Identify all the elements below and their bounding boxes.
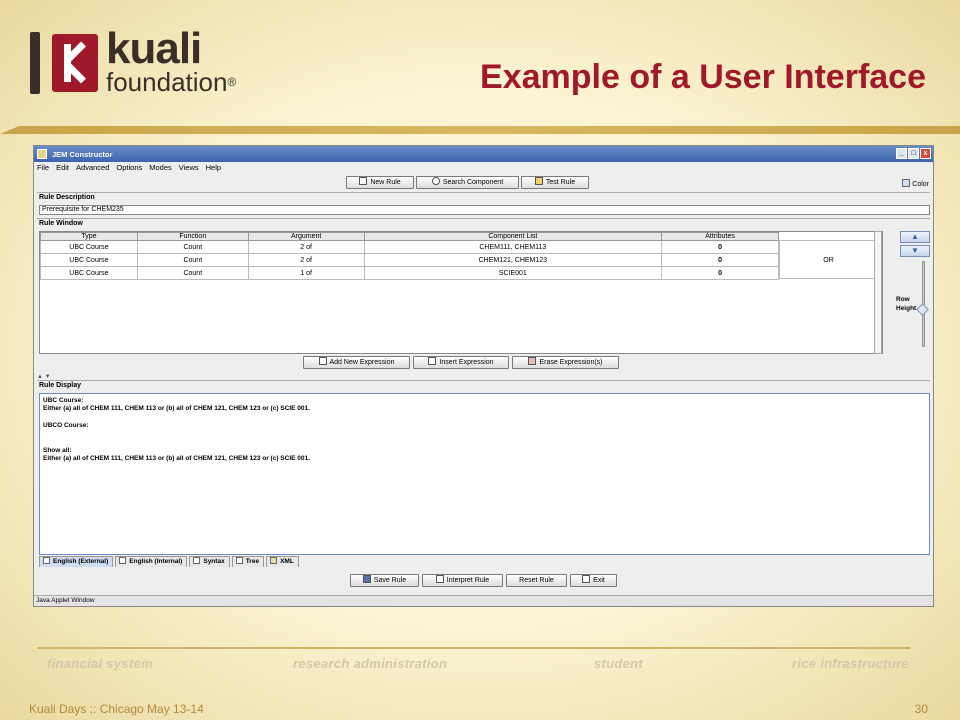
- menu-modes[interactable]: Modes: [149, 163, 172, 172]
- search-icon: [432, 177, 440, 185]
- color-checkbox[interactable]: Color: [902, 179, 929, 188]
- page-number: 30: [914, 702, 928, 716]
- footer-event-text: Kuali Days :: Chicago May 13-14: [29, 702, 204, 716]
- rule-display-line: UBC Course:: [43, 397, 84, 404]
- expression-toolbar: [34, 356, 933, 372]
- slide-title: Example of a User Interface: [480, 58, 926, 96]
- document-icon: [119, 557, 126, 564]
- rule-display-line: Either (a) all of CHEM 111, CHEM 113 or (b) all of CHEM 121, CHEM 123 or (c) SCIE 001.: [43, 405, 310, 413]
- menu-file[interactable]: File: [37, 163, 50, 172]
- cell-type: UBC Course: [41, 254, 138, 267]
- new-rule-button[interactable]: New Rule: [346, 176, 414, 189]
- column-header-component-list[interactable]: Component List: [364, 233, 662, 241]
- footer-divider: [37, 647, 910, 649]
- rule-display-line: Show all:: [43, 446, 72, 454]
- header-divider: [0, 126, 960, 134]
- table-row[interactable]: [41, 241, 779, 254]
- save-rule-button[interactable]: Save Rule: [350, 574, 419, 587]
- minimize-button[interactable]: _: [896, 148, 907, 159]
- cell-attributes: 0: [662, 267, 779, 280]
- erase-expression-button[interactable]: Erase Expression(s): [512, 356, 619, 369]
- rule-display-line: [43, 438, 926, 446]
- footer-category: rice infrastructure: [792, 656, 909, 671]
- cell-argument: 2 of: [248, 254, 364, 267]
- exit-icon: [582, 575, 590, 583]
- insert-icon: [428, 357, 436, 365]
- move-up-button[interactable]: [900, 231, 930, 243]
- rule-display-line: Either (a) all of CHEM 111, CHEM 113 or (b) all of CHEM 121, CHEM 123 or (c) SCIE 001.: [43, 455, 310, 463]
- logo-k-letter: [64, 44, 86, 82]
- cell-attributes: 0: [662, 254, 779, 267]
- footer-category: research administration: [293, 656, 448, 671]
- row-height-label: Row Height: [896, 296, 917, 312]
- new-document-icon: [359, 177, 367, 185]
- cell-type: UBC Course: [41, 241, 138, 254]
- operator-cell[interactable]: OR: [779, 240, 878, 279]
- column-header-attributes[interactable]: Attributes: [662, 233, 779, 241]
- exit-button[interactable]: Exit: [570, 574, 617, 587]
- cell-function: Count: [137, 267, 248, 280]
- maximize-button[interactable]: □: [908, 148, 919, 159]
- insert-expression-button[interactable]: Insert Expression: [413, 356, 509, 369]
- separator: [37, 218, 930, 219]
- separator: [37, 192, 930, 193]
- menu-help[interactable]: Help: [205, 163, 222, 172]
- tab-tree[interactable]: Tree: [232, 556, 264, 567]
- cell-function: Count: [137, 241, 248, 254]
- main-toolbar: [34, 176, 933, 192]
- rule-table: [39, 231, 883, 354]
- menu-views[interactable]: Views: [178, 163, 199, 172]
- search-component-button[interactable]: Search Component: [416, 176, 519, 189]
- table-row[interactable]: [41, 267, 779, 280]
- slider-thumb[interactable]: [916, 303, 929, 316]
- rule-display-line: [43, 414, 926, 422]
- cell-type: UBC Course: [41, 267, 138, 280]
- tab-english-internal[interactable]: English (Internal): [115, 556, 187, 567]
- column-header-function[interactable]: Function: [137, 233, 248, 241]
- table-row[interactable]: [41, 254, 779, 267]
- cell-attributes: 0: [662, 241, 779, 254]
- logo-word-kuali: kuali: [106, 24, 202, 73]
- arrow-down-icon: ▼: [911, 246, 919, 255]
- jem-constructor-window: [33, 145, 934, 607]
- java-app-icon: [37, 149, 47, 159]
- menu-bar: [34, 162, 933, 174]
- interpret-rule-button[interactable]: Interpret Rule: [422, 574, 503, 587]
- window-titlebar: [34, 146, 933, 162]
- tab-syntax[interactable]: Syntax: [189, 556, 229, 567]
- rule-display-line: [43, 430, 926, 438]
- save-icon: [363, 575, 371, 583]
- move-down-button[interactable]: [900, 245, 930, 257]
- cell-argument: 2 of: [248, 241, 364, 254]
- footer-category: student: [594, 656, 644, 671]
- cell-component-list: SCIE001: [364, 267, 662, 280]
- menu-options[interactable]: Options: [116, 163, 143, 172]
- kuali-logo: [30, 24, 270, 97]
- slide-header: [0, 0, 960, 130]
- rule-display-line: UBCO Course:: [43, 421, 89, 429]
- test-rule-button[interactable]: Test Rule: [521, 176, 589, 189]
- rule-display-text[interactable]: [39, 393, 930, 555]
- rule-window-label: Rule Window: [39, 220, 83, 227]
- document-icon: [43, 557, 50, 564]
- separator: [37, 380, 930, 381]
- row-controls: [898, 231, 932, 351]
- cell-component-list: CHEM111, CHEM113: [364, 241, 662, 254]
- interpret-icon: [436, 575, 444, 583]
- display-tabs: [39, 556, 301, 568]
- rule-display-label: Rule Display: [39, 382, 82, 389]
- rule-description-label: Rule Description: [39, 194, 95, 201]
- tab-english-external[interactable]: English (External): [39, 556, 113, 567]
- arrow-up-icon: ▲: [911, 232, 919, 241]
- window-title: JEM Constructor: [52, 150, 113, 159]
- tree-icon: [236, 557, 243, 564]
- xml-icon: [270, 557, 277, 564]
- cell-component-list: CHEM121, CHEM123: [364, 254, 662, 267]
- column-header-argument[interactable]: Argument: [248, 233, 364, 241]
- checkbox-icon: [902, 179, 910, 187]
- rule-table-scrollbar[interactable]: [874, 231, 882, 354]
- cell-function: Count: [137, 254, 248, 267]
- eraser-icon: [528, 357, 536, 365]
- rule-description-input[interactable]: Prerequisite for CHEM235: [39, 205, 930, 215]
- footer-categories: [47, 656, 912, 674]
- bottom-toolbar: [34, 574, 933, 590]
- column-header-type[interactable]: Type: [41, 233, 138, 241]
- tab-xml[interactable]: XML: [266, 556, 299, 567]
- applet-status-bar: Java Applet Window: [34, 595, 933, 606]
- split-pane-divider[interactable]: ▲ ▼: [37, 374, 51, 380]
- reset-rule-button[interactable]: Reset Rule: [506, 574, 567, 587]
- pencil-icon: [535, 177, 543, 185]
- new-document-icon: [319, 357, 327, 365]
- add-new-expression-button[interactable]: Add New Expression: [303, 356, 410, 369]
- syntax-icon: [193, 557, 200, 564]
- menu-advanced[interactable]: Advanced: [76, 163, 110, 172]
- footer-category: financial system: [47, 656, 153, 671]
- close-button[interactable]: x: [920, 148, 931, 159]
- cell-argument: 1 of: [248, 267, 364, 280]
- logo-word-foundation: foundation®: [106, 67, 237, 97]
- menu-edit[interactable]: Edit: [56, 163, 70, 172]
- logo-bracket: [30, 32, 40, 94]
